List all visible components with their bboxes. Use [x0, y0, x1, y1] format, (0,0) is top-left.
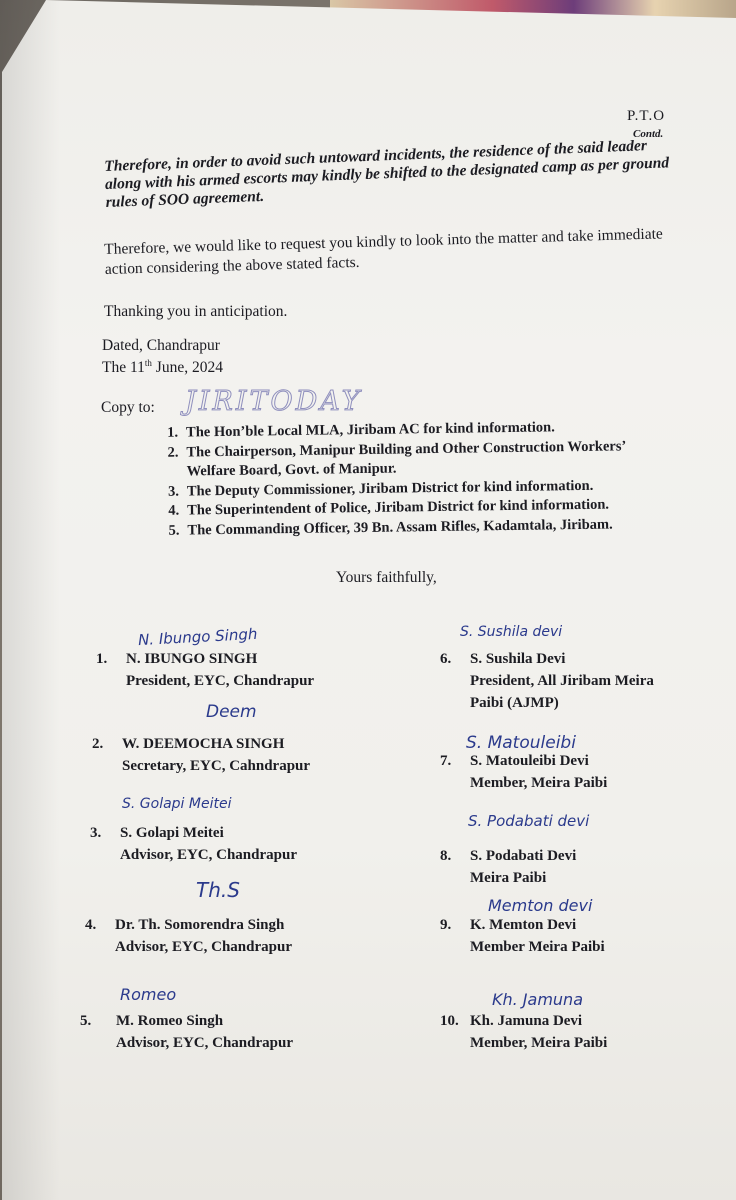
page-shadow [0, 0, 60, 1200]
signatory-2: 2. W. DEEMOCHA SINGH Secretary, EYC, Cahndrapur [92, 736, 311, 774]
signature-7: S. Matouleibi [466, 733, 576, 753]
signatory-8: 8. S. Podabati Devi Meira Paibi [440, 848, 577, 886]
copy-to-list [148, 417, 650, 541]
copy-item: 3. The Deputy Commissioner, Jiribam District for kind information. [167, 477, 594, 500]
signature-6: S. Sushila devi [460, 624, 563, 640]
signatory-4: 4. Dr. Th. Somorendra Singh Advisor, EYC, Chandrapur [85, 917, 292, 955]
copy-item: 2. The Chairperson, Manipur Building and Other Construction Workers’ Welfare Board, Govt. of Manipur. [167, 437, 626, 480]
copy-item: 5. The Commanding Officer, 39 Bn. Assam Rifles, Kadamtala, Jiribam. [168, 516, 613, 539]
signature-3: S. Golapi Meitei [122, 796, 232, 812]
paragraph-request-action: Therefore, we would like to request you kindly to look into the matter and take immediate action considering the above stated facts. [104, 225, 664, 278]
date-line: The 11th June, 2024 [102, 358, 223, 377]
closing-line: Yours faithfully, [336, 569, 437, 586]
signatory-1: 1. N. IBUNGO SINGH President, EYC, Chandrapur [96, 651, 315, 689]
watermark-stamp: JIRITODAY [185, 386, 363, 417]
signature-4: Th.S [196, 878, 240, 902]
signature-5: Romeo [120, 985, 177, 1004]
paragraph-request-shift: Therefore, in order to avoid such untoward incidents, the residence of the said leader along with his armed escorts may kindly be shifted to the designated camp as per ground rules of SOO agreement. [104, 137, 670, 211]
signature-8: S. Podabati devi [468, 812, 590, 830]
copy-item: 1. The Hon’ble Local MLA, Jiribam AC for kind information. [167, 419, 555, 441]
signatory-9: 9. K. Memton Devi Member Meira Paibi [440, 917, 605, 955]
thanks-line: Thanking you in anticipation. [104, 303, 288, 320]
signature-1: N. Ibungo Singh [137, 624, 258, 650]
signatory-10: 10. Kh. Jamuna Devi Member, Meira Paibi [440, 1013, 608, 1051]
signatory-7: 7. S. Matouleibi Devi Member, Meira Paibi [440, 753, 608, 791]
copy-to-label: Copy to: [101, 399, 155, 416]
signatory-6: 6. S. Sushila Devi President, All Jiribam Meira Paibi (AJMP) [440, 651, 654, 711]
dated-place: Dated, Chandrapur [102, 337, 220, 354]
contd-label: Contd. [633, 128, 664, 140]
pto-label: P.T.O [627, 108, 666, 124]
signatory-5: 5. M. Romeo Singh Advisor, EYC, Chandrapur [80, 1013, 293, 1051]
signature-2: Deem [206, 702, 257, 722]
copy-item: 4. The Superintendent of Police, Jiribam District for kind information. [168, 496, 610, 519]
signature-10: Kh. Jamuna [492, 990, 583, 1009]
signatory-3: 3. S. Golapi Meitei Advisor, EYC, Chandrapur [90, 825, 297, 863]
signature-9: Memton devi [488, 896, 593, 915]
